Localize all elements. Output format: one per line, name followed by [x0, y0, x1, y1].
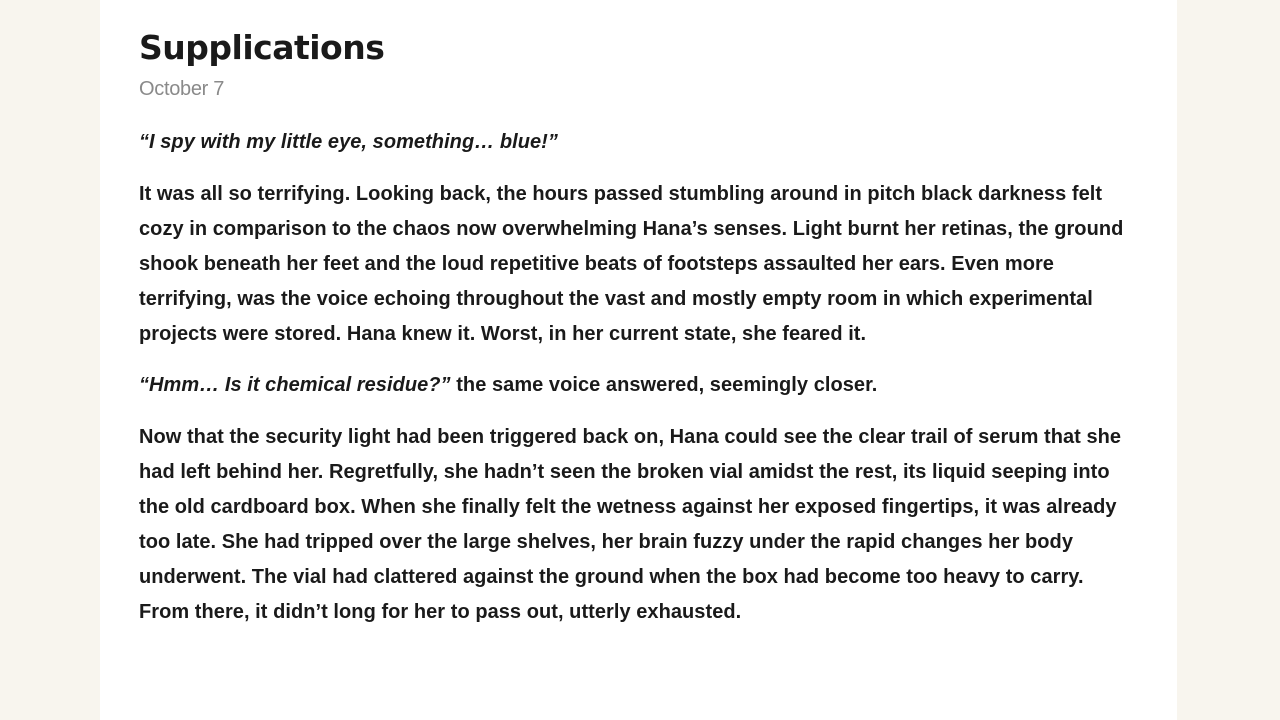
dialogue-narration: the same voice answered, seemingly closer. — [450, 374, 878, 397]
dialogue-quote: “Hmm… Is it chemical residue?” — [139, 374, 451, 397]
post-content — [139, 24, 1139, 630]
post-title: Supplications — [139, 28, 385, 67]
paragraph-1: It was all so terrifying. Looking back, the hours passed stumbling around in pitch black darkness felt cozy in comparison to the chaos now overwhelming Hana’s senses. Light burnt her retinas, the ground shook beneath her feet and the loud repetitive beats of footsteps assaulted her ears. Even more terrifying, was the voice echoing throughout the vast and mostly empty room in which experimental projects were stored. Hana knew it. Worst, in her current state, she feared it. — [139, 182, 1124, 345]
post-body — [139, 125, 1139, 630]
page-sheet — [100, 0, 1177, 720]
opening-quote: “I spy with my little eye, something… blue!” — [139, 131, 558, 153]
paragraph-3: Now that the security light had been triggered back on, Hana could see the clear trail of serum that she had left behind her. Regretfully, she hadn’t seen the broken vial amidst the rest, its liquid seeping into the old cardboard box. When she finally felt the wetness against her exposed fingertips, it was already too late. She had tripped over the large shelves, her brain fuzzy under the rapid changes her body underwent. The vial had clattered against the ground when the box had become too heavy to carry. From there, it didn’t long for her to pass out, utterly exhausted. — [139, 426, 1122, 623]
paragraph-2 — [139, 368, 1139, 403]
post-date: October 7 — [139, 78, 225, 100]
